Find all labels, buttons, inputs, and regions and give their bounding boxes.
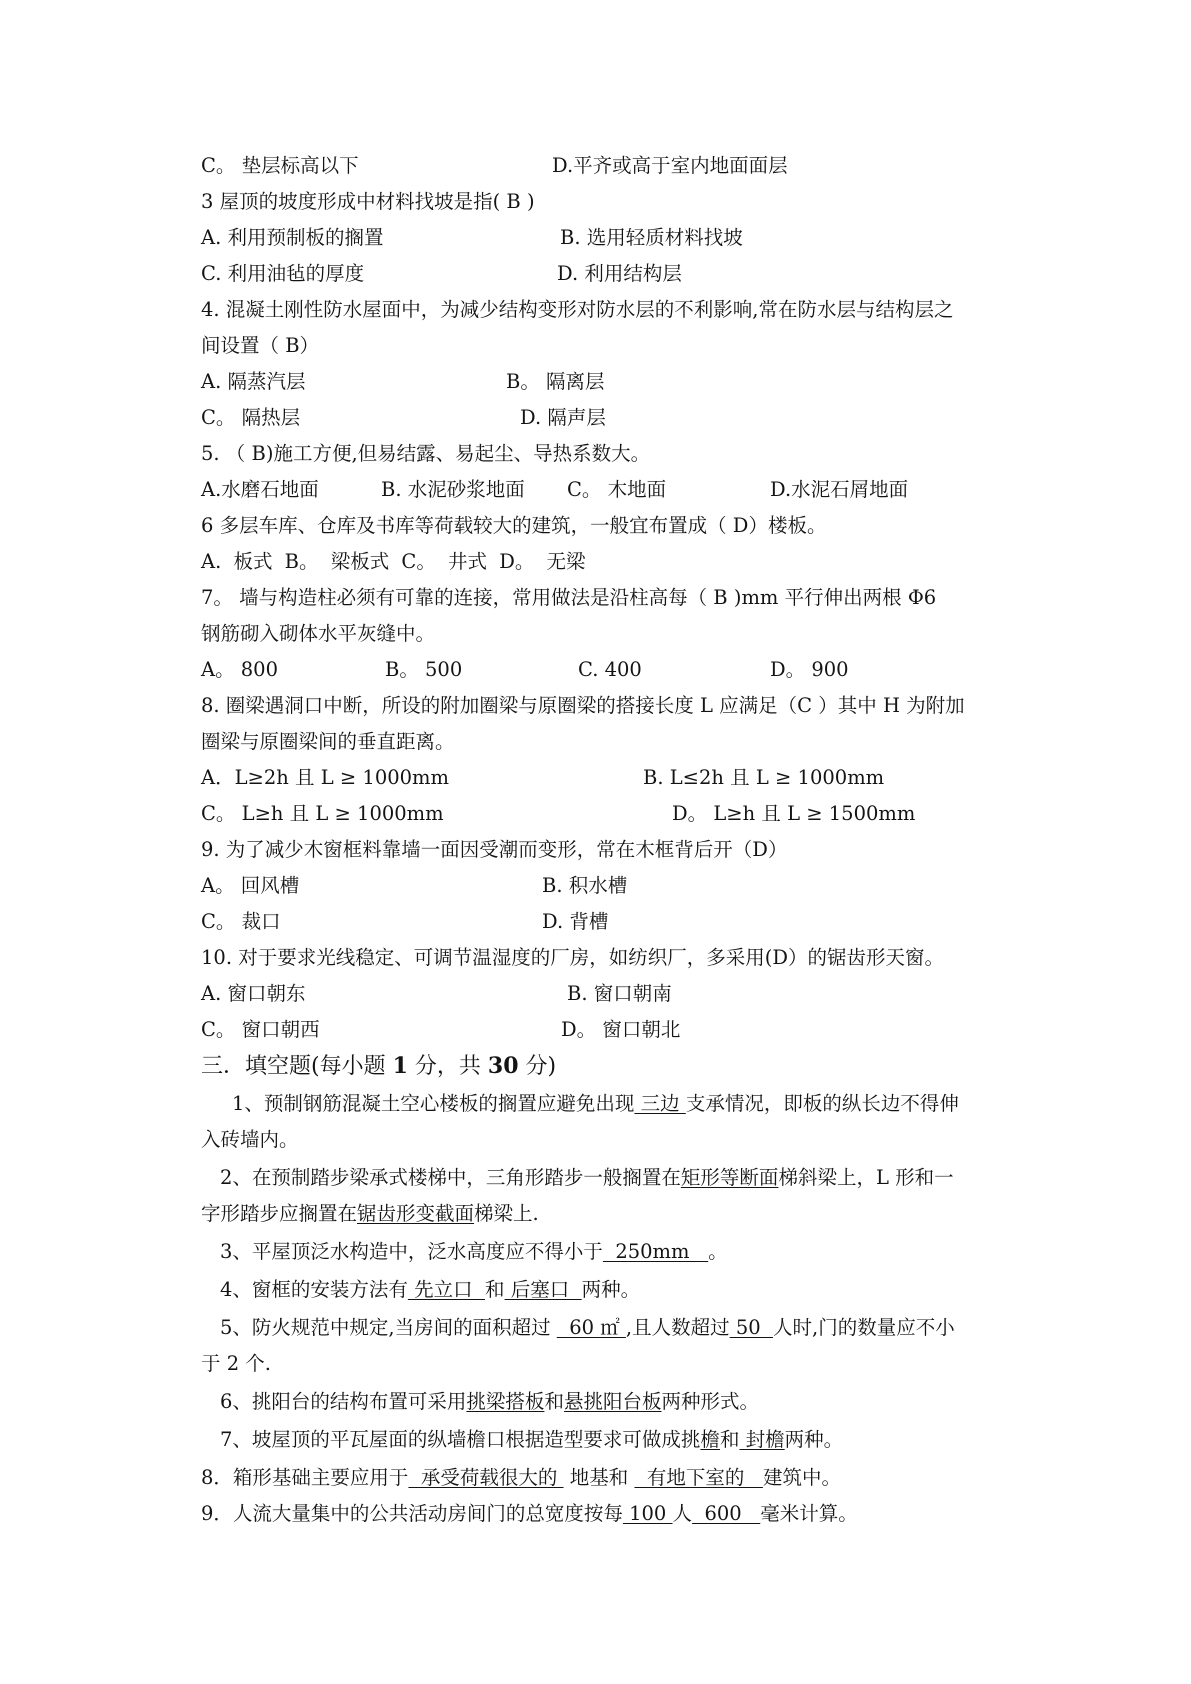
question-text: 10. 对于要求光线稳定、可调节温湿度的厂房，如纺织厂，多采用(D）的锯齿形天窗。 <box>201 946 944 969</box>
fill-text: 于 2 个. <box>201 1352 272 1375</box>
fill-text <box>220 1422 843 1458</box>
answer-blank: 挑梁搭板 <box>466 1390 545 1413</box>
option-a: A. 隔蒸汽层 <box>201 370 306 393</box>
answer-blank: 锯齿形变截面 <box>357 1202 475 1225</box>
option-b: B. L≤2h 且 L ≥ 1000mm <box>643 766 885 789</box>
text: 人 <box>672 1502 693 1525</box>
option-b: B. 水泥砂浆地面 <box>381 478 525 501</box>
fill-text <box>201 1196 539 1232</box>
option-a: A。 800 <box>201 658 279 681</box>
fill-text <box>220 1160 954 1196</box>
option-d: D.水泥石屑地面 <box>770 478 909 501</box>
fill-text <box>220 1272 640 1308</box>
answer-blank: 三边 <box>634 1092 686 1115</box>
answer-blank: 50 <box>729 1316 774 1339</box>
option-d: D。 窗口朝北 <box>561 1018 681 1041</box>
question-text: 间设置（ B） <box>201 334 320 357</box>
text: 支承情况，即板的纵长边不得伸 <box>685 1092 959 1115</box>
text: 4、窗框的安装方法有 <box>220 1278 408 1301</box>
fill-text <box>220 1234 728 1270</box>
question-text: 3 屋顶的坡度形成中材料找坡是指( B ) <box>201 190 535 213</box>
option-d: D。 L≥h 且 L ≥ 1500mm <box>672 802 916 825</box>
text: 和 <box>719 1428 740 1451</box>
text: 地基和 <box>563 1466 635 1489</box>
answer-blank: 檐 <box>700 1428 720 1451</box>
answer-blank: 后塞口 <box>504 1278 582 1301</box>
text: 。 <box>708 1240 728 1263</box>
option-a: A. 利用预制板的搁置 <box>201 226 384 249</box>
fill-text <box>201 1496 858 1532</box>
text: 梯梁上. <box>474 1202 539 1225</box>
option-c: C。 木地面 <box>567 478 667 501</box>
heading-part: 分，共 <box>407 1054 488 1079</box>
answer-blank: 悬挑阳台板 <box>563 1390 662 1413</box>
text: 6、挑阳台的结构布置可采用 <box>220 1390 467 1413</box>
fill-text: 入砖墙内。 <box>201 1128 299 1151</box>
option-d: D. 利用结构层 <box>557 262 682 285</box>
option-c: C. 利用油毡的厚度 <box>201 262 365 285</box>
answer-blank: 封檐 <box>739 1428 785 1451</box>
option-a: A.水磨石地面 <box>201 478 319 501</box>
option-d: D.平齐或高于室内地面面层 <box>552 154 788 177</box>
section-heading-text <box>201 1048 556 1085</box>
text: 两种。 <box>581 1278 641 1301</box>
option-a: A。 回风槽 <box>201 874 300 897</box>
answer-blank: 250mm <box>602 1240 709 1263</box>
text: 两种形式。 <box>661 1390 759 1413</box>
option-b: B。 500 <box>385 658 463 681</box>
option-d: D。 900 <box>770 658 849 681</box>
option-a: A. 窗口朝东 <box>201 982 306 1005</box>
option-c: C。 裁口 <box>201 910 281 933</box>
fill-text <box>201 1460 841 1496</box>
heading-number: 30 <box>487 1053 519 1079</box>
heading-part: 三．填空题(每小题 <box>201 1054 393 1079</box>
option-d: D. 背槽 <box>542 910 609 933</box>
heading-number: 1 <box>392 1053 408 1079</box>
question-text: 8. 圈梁遇洞口中断，所设的附加圈梁与原圈梁的搭接长度 L 应满足（C ）其中 H 为附加 <box>201 694 965 717</box>
text: 建筑中。 <box>762 1466 841 1489</box>
text: 人时,门的数量应不小 <box>773 1316 955 1339</box>
question-text: 圈梁与原圈梁间的垂直距离。 <box>201 730 455 753</box>
answer-blank: 先立口 <box>407 1278 486 1301</box>
options-text: A. 板式 B。 梁板式 C。 井式 D。 无梁 <box>201 550 586 573</box>
fill-text <box>232 1086 959 1122</box>
text: 1、预制钢筋混凝土空心楼板的搁置应避免出现 <box>232 1092 635 1115</box>
text: 字形踏步应搁置在 <box>201 1202 358 1225</box>
option-b: B. 积水槽 <box>542 874 628 897</box>
text: 9．人流大量集中的公共活动房间门的总宽度按每 <box>201 1502 623 1525</box>
text: 2、在预制踏步梁承式楼梯中，三角形踏步一般搁置在 <box>220 1166 681 1189</box>
fill-text <box>220 1310 955 1346</box>
answer-blank: 承受荷载很大的 <box>408 1466 564 1489</box>
option-c: C。 L≥h 且 L ≥ 1000mm <box>201 802 444 825</box>
option-c: C。 隔热层 <box>201 406 301 429</box>
question-text: 4. 混凝土刚性防水屋面中，为减少结构变形对防水层的不利影响,常在防水层与结构层之 <box>201 298 954 321</box>
question-text: 6 多层车库、仓库及书库等荷载较大的建筑，一般宜布置成（ D）楼板。 <box>201 514 827 537</box>
fill-text <box>220 1384 759 1420</box>
text: 5、防火规范中规定,当房间的面积超过 <box>220 1316 557 1339</box>
option-a: A．L≥2h 且 L ≥ 1000mm <box>201 766 450 789</box>
option-b: B. 窗口朝南 <box>567 982 672 1005</box>
option-c: C。 窗口朝西 <box>201 1018 320 1041</box>
text: 毫米计算。 <box>760 1502 858 1525</box>
text: ,且人数超过 <box>625 1316 730 1339</box>
text: 和 <box>544 1390 564 1413</box>
option-c: C。 垫层标高以下 <box>201 154 359 177</box>
text: 8．箱形基础主要应用于 <box>201 1466 409 1489</box>
answer-blank: 600 <box>692 1502 761 1525</box>
text: 7、坡屋顶的平瓦屋面的纵墙檐口根据造型要求可做成挑 <box>220 1428 701 1451</box>
answer-blank: 60 ㎡ <box>556 1316 626 1339</box>
answer-blank: 100 <box>622 1502 673 1525</box>
option-c: C. 400 <box>578 658 642 681</box>
question-text: 钢筋砌入砌体水平灰缝中。 <box>201 622 436 645</box>
text: 两种。 <box>784 1428 844 1451</box>
question-text: 9. 为了减少木窗框料靠墙一面因受潮而变形，常在木框背后开（D） <box>201 838 788 861</box>
text: 梯斜梁上，L 形和一 <box>778 1166 954 1189</box>
option-b: B. 选用轻质材料找坡 <box>560 226 743 249</box>
question-text: 7。 墙与构造柱必须有可靠的连接，常用做法是沿柱高每（ B )mm 平行伸出两根 Φ6 <box>201 586 937 609</box>
answer-blank: 有地下室的 <box>634 1466 763 1489</box>
heading-part: 分) <box>518 1054 557 1079</box>
option-d: D. 隔声层 <box>520 406 606 429</box>
text: 和 <box>485 1278 505 1301</box>
option-b: B。 隔离层 <box>506 370 605 393</box>
question-text: 5. （ B)施工方便,但易结露、易起尘、导热系数大。 <box>201 442 651 465</box>
text: 3、平屋顶泛水构造中，泛水高度应不得小于 <box>220 1240 603 1263</box>
answer-blank: 矩形等断面 <box>680 1166 779 1189</box>
